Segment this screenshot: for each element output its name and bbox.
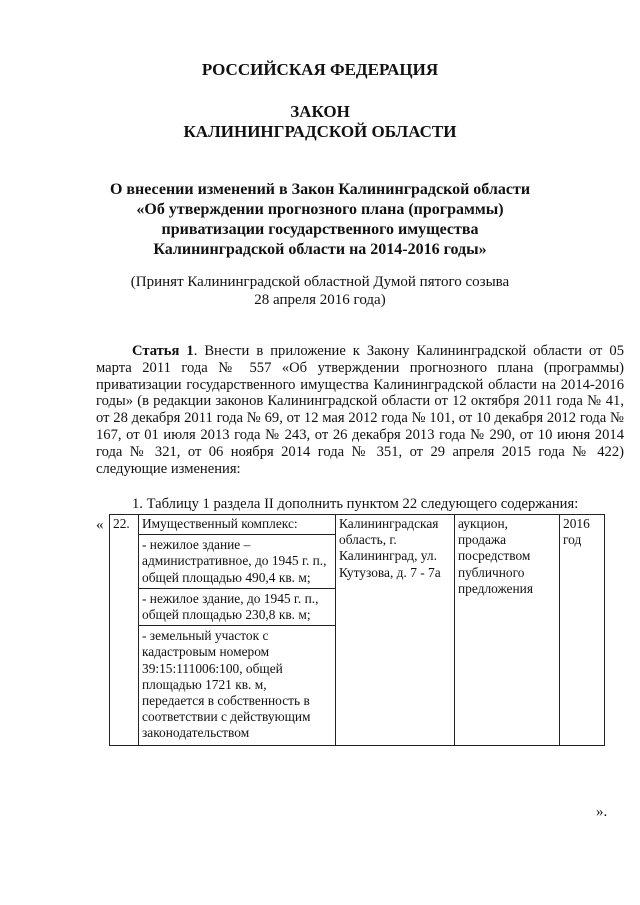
opening-quote: «	[96, 517, 104, 533]
article-label: Статья 1	[132, 343, 194, 359]
region-heading: КАЛИНИНГРАДСКОЙ ОБЛАСТИ	[183, 122, 457, 141]
property-item: - земельный участок с кадастровым номером 39:15:111006:100, общей площадью 1721 кв. м, передается в собственность в соответствии с действующим законодательством	[139, 625, 335, 741]
adoption-line-2: 28 апреля 2016 года)	[254, 292, 386, 308]
federation-heading: РОССИЙСКАЯ ФЕДЕРАЦИЯ	[201, 60, 439, 79]
article-text: . Внести в приложение к Закону Калининградской области от 05 марта 2011 года № 557 «Об утверждении прогнозного плана (программы) приватизации государственного имущества Калининградской области на 2014-2016 годы» (в редакции законов Калининградской области от 12 октября 2011 года № 41, от 28 декабря 2011 года № 69, от 12 мая 2012 года № 101, от 10 декабря 2012 года № 167, от 01 июля 2013 года № 243, от 26 декабря 2013 года № 290, от 10 июня 2014 года № 321, от 06 ноября 2014 года № 351, от 29 апреля 2015 года № 422) следующие изменения:	[96, 343, 624, 477]
point-1-text: 1. Таблицу 1 раздела II дополнить пунктом 22 следующего содержания:	[132, 496, 579, 512]
law-title-line-4: Калининградской области на 2014-2016 годы»	[153, 241, 487, 258]
table-row	[110, 515, 605, 746]
property-cell	[139, 515, 336, 746]
law-title-line-1: О внесении изменений в Закон Калининградской области	[109, 181, 531, 198]
law-title-line-3: приватизации государственного имущества	[161, 221, 479, 238]
closing-quote: ».	[596, 804, 608, 820]
address-cell: Калининградская область, г. Калининград, ул. Кутузова, д. 7 - 7а	[336, 515, 455, 746]
law-title-line-2: «Об утверждении прогнозного плана (программы)	[136, 201, 504, 218]
article-1-paragraph	[96, 343, 624, 477]
property-item: - нежилое здание – административное, до 1945 г. п., общей площадью 490,4 кв. м;	[139, 534, 335, 586]
privatization-table	[109, 514, 605, 746]
property-item: Имущественный комплекс:	[142, 516, 298, 531]
law-heading: ЗАКОН	[290, 102, 350, 121]
row-number-cell: 22.	[110, 515, 139, 746]
sale-method-cell: аукцион, продажа посредством публичного предложения	[455, 515, 560, 746]
property-item: - нежилое здание, до 1945 г. п., общей площадью 230,8 кв. м;	[139, 588, 335, 623]
year-cell: 2016 год	[560, 515, 605, 746]
adoption-line-1: (Принят Калининградской областной Думой пятого созыва	[130, 274, 510, 290]
